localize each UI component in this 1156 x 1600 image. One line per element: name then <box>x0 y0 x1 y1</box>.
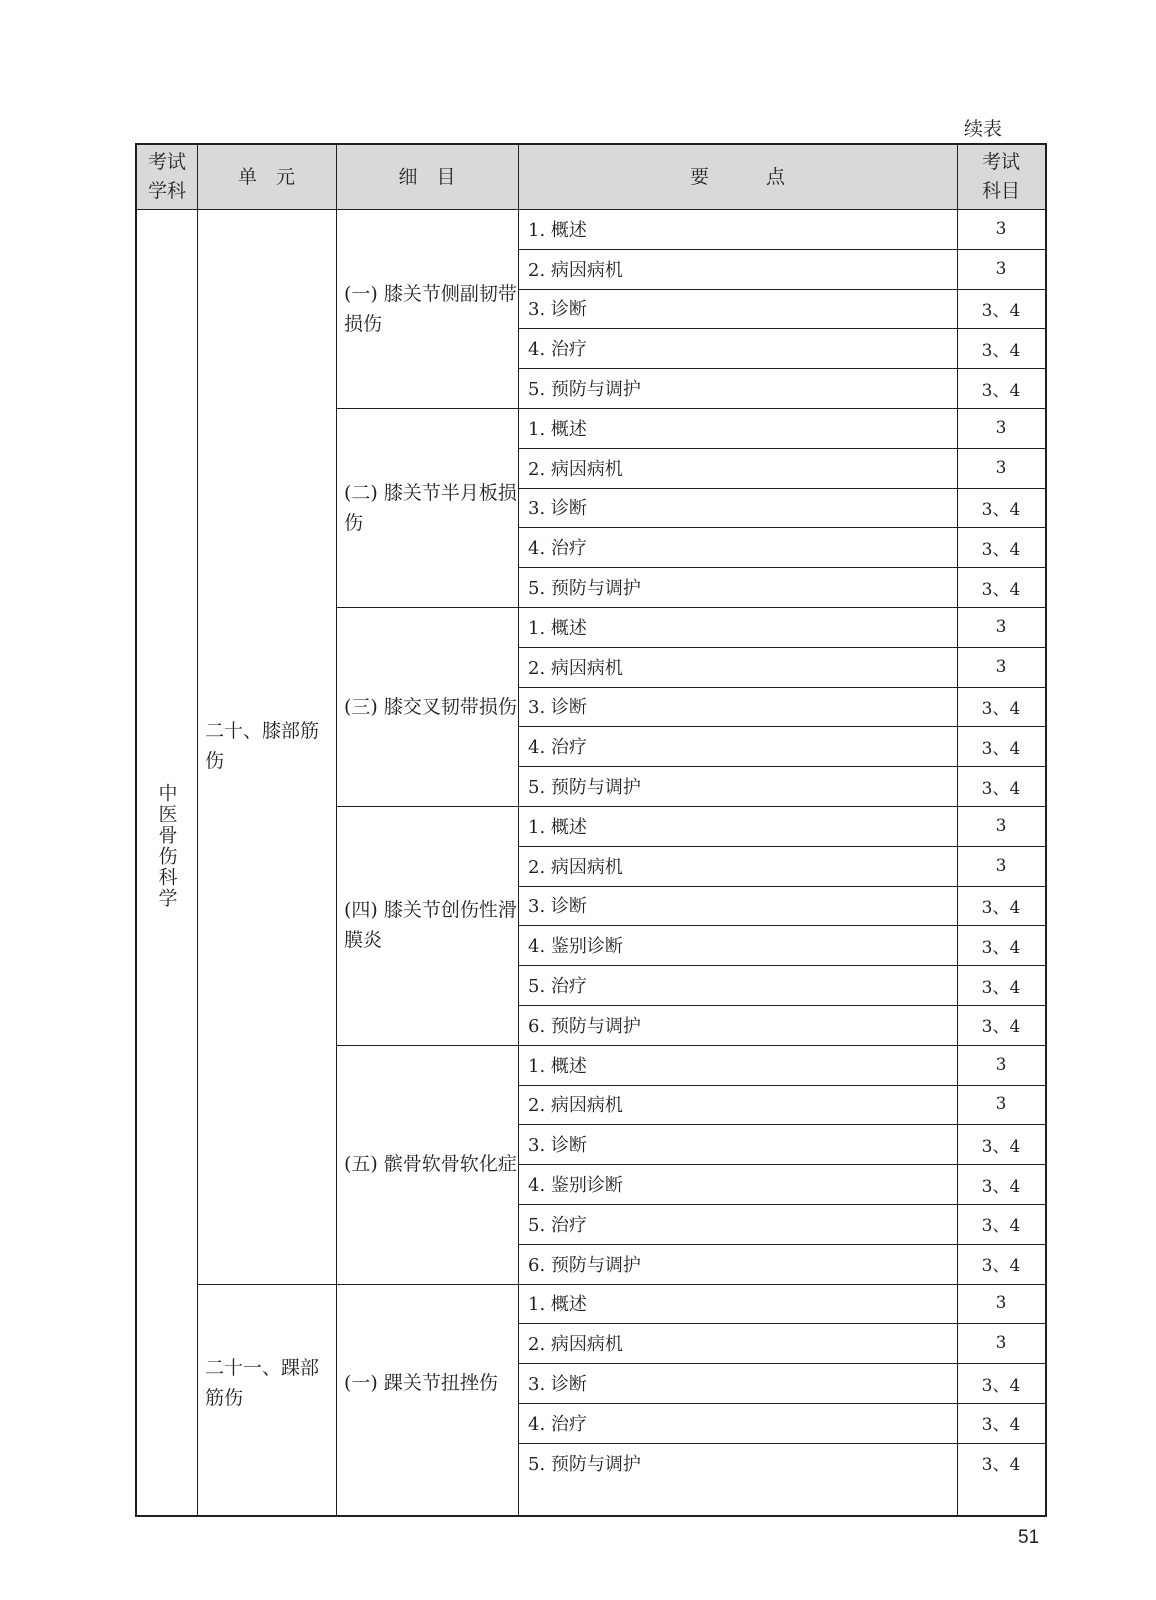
point-text: 6. 预防与调护 <box>528 1254 641 1276</box>
exam-subject-score: 3、4 <box>981 499 1021 520</box>
point-text: 4. 治疗 <box>528 538 587 560</box>
item-label: (五) 髌骨软骨软化症 <box>344 1153 517 1176</box>
point-text: 2. 病因病机 <box>528 458 623 480</box>
exam-subject-score: 3 <box>995 855 1007 876</box>
exam-subject-score: 3、4 <box>981 300 1021 321</box>
header-unit <box>197 145 336 209</box>
page-number: 51 <box>1018 1527 1040 1548</box>
point-text: 1. 概述 <box>528 1055 587 1077</box>
point-text: 1. 概述 <box>528 816 587 838</box>
exam-subject-score: 3、4 <box>981 897 1021 918</box>
item-label: (一) 踝关节扭挫伤 <box>344 1372 498 1395</box>
exam-subject-score: 3、4 <box>981 1136 1021 1157</box>
point-text: 1. 概述 <box>528 1294 587 1316</box>
point-text: 3. 诊断 <box>528 498 587 520</box>
point-text: 2. 病因病机 <box>528 856 623 878</box>
exam-subject-score: 3、4 <box>981 698 1021 719</box>
header-exam-text: 考试 科目 <box>981 151 1020 202</box>
point-text: 4. 治疗 <box>528 1413 587 1435</box>
header-unit-text: 单 元 <box>237 165 295 188</box>
item-label: (四) 膝关节创伤性滑膜炎 <box>344 899 517 952</box>
exam-subject-score: 3 <box>995 1094 1007 1115</box>
exam-subject-score: 3 <box>995 616 1007 637</box>
column-divider <box>197 145 198 1515</box>
point-text: 5. 预防与调护 <box>528 777 641 799</box>
point-text: 2. 病因病机 <box>528 657 623 679</box>
exam-subject-score: 3、4 <box>981 539 1021 560</box>
exam-subject-score: 3 <box>995 218 1007 239</box>
point-text: 3. 诊断 <box>528 299 587 321</box>
item-label: (二) 膝关节半月板损伤 <box>344 481 517 534</box>
exam-subject-score: 3 <box>995 815 1007 836</box>
exam-subject-score: 3、4 <box>981 778 1021 799</box>
subject-label: 中医骨伤科学 <box>155 782 178 909</box>
point-text: 5. 预防与调护 <box>528 578 641 600</box>
exam-subject-score: 3、4 <box>981 340 1021 361</box>
subject-cell <box>137 209 197 1483</box>
point-text: 4. 鉴别诊断 <box>528 936 623 958</box>
point-text: 5. 治疗 <box>528 976 587 998</box>
continuation-label: 续表 <box>964 118 1003 140</box>
exam-subject-score: 3 <box>995 1054 1007 1075</box>
point-text: 3. 诊断 <box>528 896 587 918</box>
point-text: 3. 诊断 <box>528 697 587 719</box>
exam-subject-score: 3、4 <box>981 1375 1021 1396</box>
header-subject-text: 考试 学科 <box>147 151 186 202</box>
exam-subject-score: 3、4 <box>981 738 1021 759</box>
point-text: 2. 病因病机 <box>528 259 623 281</box>
header-points-text: 要 点 <box>689 165 785 188</box>
exam-subject-score: 3 <box>995 656 1007 677</box>
column-divider <box>518 145 519 1515</box>
point-text: 3. 诊断 <box>528 1135 587 1157</box>
column-divider <box>336 145 337 1515</box>
exam-subject-score: 3 <box>995 417 1007 438</box>
exam-subject-score: 3、4 <box>981 1256 1021 1277</box>
exam-subject-score: 3 <box>995 457 1007 478</box>
item-label: (三) 膝交叉韧带损伤 <box>344 695 517 718</box>
header-item <box>336 145 518 209</box>
point-text: 1. 概述 <box>528 418 587 440</box>
point-text: 4. 鉴别诊断 <box>528 1175 623 1197</box>
exam-subject-score: 3、4 <box>981 1415 1021 1436</box>
point-text: 4. 治疗 <box>528 737 587 759</box>
point-text: 6. 预防与调护 <box>528 1015 641 1037</box>
point-text: 2. 病因病机 <box>528 1095 623 1117</box>
exam-subject-score: 3、4 <box>981 1176 1021 1197</box>
exam-subject-score: 3 <box>995 1293 1007 1314</box>
header-subject <box>137 145 197 209</box>
exam-subject-score: 3、4 <box>981 380 1021 401</box>
header-item-text: 细 目 <box>398 165 456 188</box>
exam-subject-score: 3、4 <box>981 1455 1021 1476</box>
header-exam <box>957 145 1045 209</box>
exam-subject-score: 3 <box>995 1333 1007 1354</box>
exam-subject-score: 3、4 <box>981 1017 1021 1038</box>
point-text: 1. 概述 <box>528 617 587 639</box>
point-text: 5. 预防与调护 <box>528 379 641 401</box>
point-text: 1. 概述 <box>528 219 587 241</box>
exam-subject-score: 3、4 <box>981 937 1021 958</box>
point-text: 3. 诊断 <box>528 1374 587 1396</box>
exam-subject-score: 3、4 <box>981 579 1021 600</box>
point-text: 5. 治疗 <box>528 1214 587 1236</box>
point-text: 5. 预防与调护 <box>528 1453 641 1475</box>
syllabus-table <box>135 143 1047 1517</box>
item-label: (一) 膝关节侧副韧带损伤 <box>344 282 517 335</box>
unit-label: 二十、膝部筋伤 <box>205 720 320 773</box>
point-text: 2. 病因病机 <box>528 1334 623 1356</box>
point-text: 4. 治疗 <box>528 339 587 361</box>
header-points <box>518 145 957 209</box>
unit-label: 二十一、踝部筋伤 <box>205 1357 320 1410</box>
exam-subject-score: 3 <box>995 258 1007 279</box>
column-divider <box>957 145 958 1515</box>
exam-subject-score: 3、4 <box>981 1216 1021 1237</box>
exam-subject-score: 3、4 <box>981 977 1021 998</box>
